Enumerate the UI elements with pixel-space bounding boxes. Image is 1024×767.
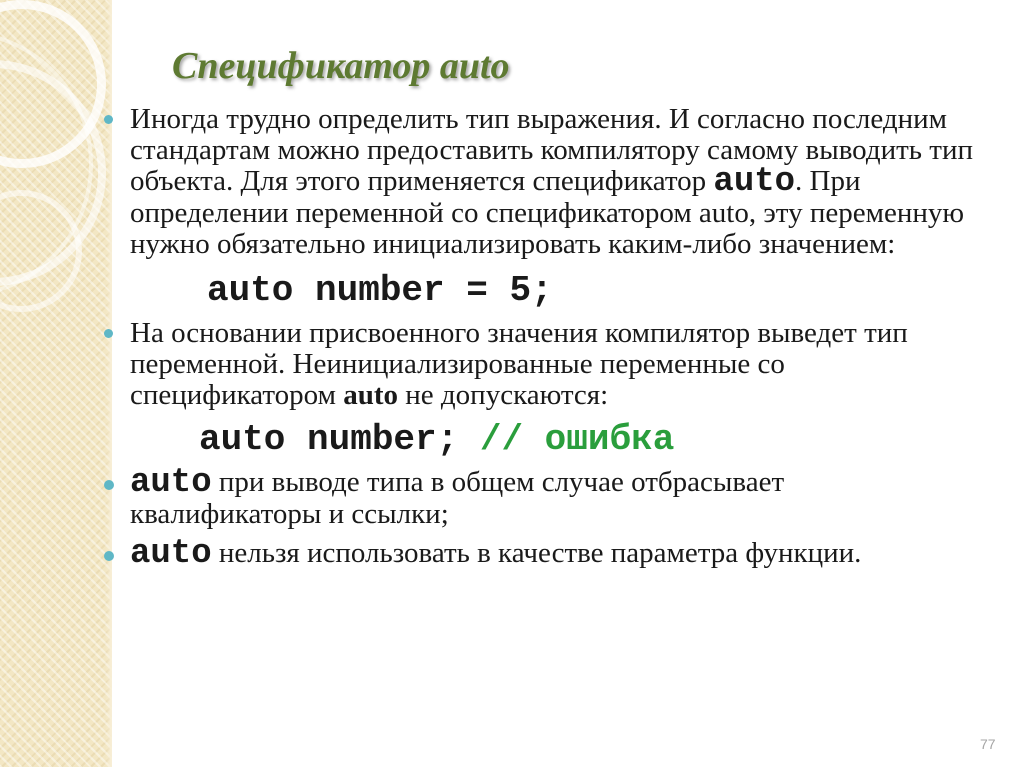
auto-keyword: auto <box>130 535 212 573</box>
slide-title: Спецификатор auto <box>172 45 510 87</box>
code-example <box>100 419 980 461</box>
code-example: auto number = 5; <box>207 270 553 311</box>
bullet-dot-icon <box>104 551 114 561</box>
bullet-item <box>100 318 980 411</box>
item-text: . При определении переменной со спецификатором auto, эту переменную нужно обязательно инициализировать каким-либо значением: <box>130 165 965 260</box>
bullet-item <box>100 535 980 573</box>
bullet-item <box>100 464 980 530</box>
bullet-dot-icon <box>104 115 113 124</box>
decorative-side-band <box>0 0 112 767</box>
item-text: нельзя использовать в качестве параметра функции. <box>211 537 862 569</box>
item-text: На основании присвоенного значения компилятор выведет тип переменной. Неинициализированные переменные со спецификатором <box>130 317 908 411</box>
page-number: 77 <box>980 736 996 752</box>
code-text: auto number; <box>199 419 480 460</box>
item-text: при выводе типа в общем случае отбрасывает квалификаторы и ссылки; <box>130 466 785 530</box>
bullet-item <box>100 104 980 260</box>
auto-keyword: auto <box>130 464 212 502</box>
bullet-dot-icon <box>104 329 113 338</box>
auto-keyword: auto <box>343 379 399 411</box>
slide-content <box>100 103 980 573</box>
item-text: не допускаются: <box>398 379 609 411</box>
code-comment: // ошибка <box>479 419 675 460</box>
item-text: Иногда трудно определить тип выражения. И согласно последним стандартам можно предоставить компилятору самому выводить тип объекта. Для этого применяется спецификатор <box>130 103 973 197</box>
auto-keyword: auto <box>713 163 796 201</box>
bullet-dot-icon <box>104 480 114 490</box>
